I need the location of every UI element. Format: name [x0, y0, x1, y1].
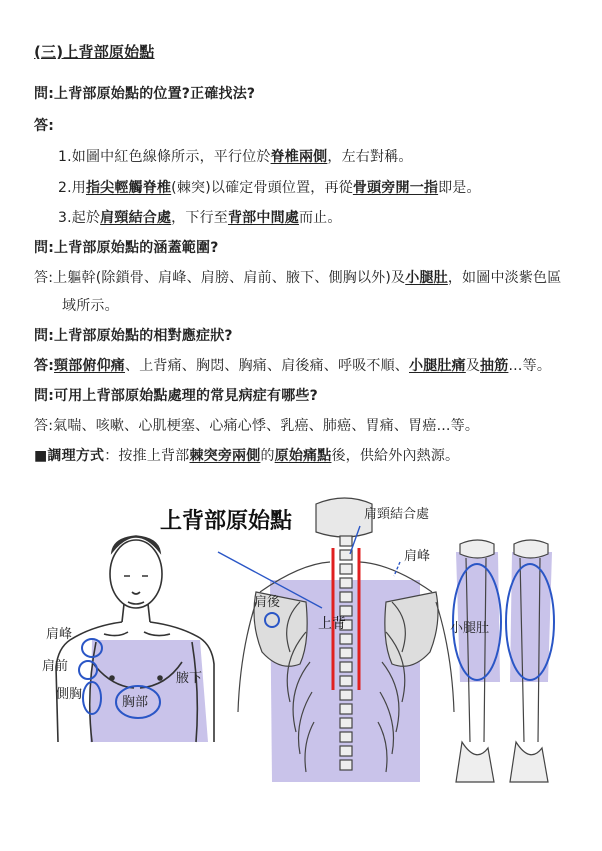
answer-1-item-3	[58, 208, 342, 228]
label-armpit: 腋下	[176, 671, 203, 686]
anatomy-figure	[0, 492, 602, 822]
method-label: ■調理方式	[34, 448, 105, 464]
text-part: …等。	[508, 358, 552, 374]
text-emphasis: 小腿肚痛	[409, 358, 466, 374]
answer-2-line-1	[34, 268, 561, 288]
text-part: 答:上軀幹(除鎖骨、肩峰、肩膀、肩前、腋下、側胸以外)及	[34, 270, 406, 286]
answer-2-line-2: 域所示。	[62, 298, 119, 314]
text-part: 起於	[71, 210, 101, 226]
item-number: 1.	[58, 149, 72, 165]
method-line	[34, 446, 459, 466]
text-part: (棘突)以確定骨頭位置，再從	[171, 180, 353, 196]
front-torso-illustration	[56, 536, 214, 742]
text-emphasis: 頸部俯仰痛	[54, 358, 125, 374]
text-part: ，如圖中淡紫色區	[447, 270, 562, 286]
text-part: 後，供給外內熱源。	[331, 448, 460, 464]
calf-purple-right	[510, 552, 552, 682]
leader-acromion	[394, 562, 400, 576]
label-front-acromion: 肩峰	[46, 627, 73, 642]
question-2: 問:上背部原始點的涵蓋範圍?	[34, 240, 219, 256]
text-emphasis: 抽筋	[480, 358, 509, 374]
legs-illustration	[456, 540, 552, 782]
back-skeleton-illustration	[238, 498, 454, 782]
text-part: ：按推上背部	[104, 448, 190, 464]
text-emphasis: 骨頭旁開一指	[352, 180, 439, 196]
figure-heading: 上背部原始點	[160, 509, 293, 534]
label-calf: 小腿肚	[450, 621, 490, 636]
label-chest: 胸部	[122, 695, 149, 710]
answer-1-label: 答:	[34, 118, 54, 134]
answer-1-item-1	[58, 147, 413, 167]
text-emphasis: 原始痛點	[274, 448, 332, 464]
text-part: 的	[260, 448, 275, 464]
question-3: 問:上背部原始點的相對應症狀?	[34, 328, 233, 344]
spine	[340, 536, 352, 770]
answer-4: 答:氣喘、咳嗽、心肌梗塞、心痛心悸、乳癌、肺癌、胃痛、胃癌…等。	[34, 418, 480, 434]
text-part: 及	[465, 358, 481, 374]
text-part: ，下行至	[171, 210, 228, 226]
question-1: 問:上背部原始點的位置?正確找法?	[34, 86, 256, 102]
text-emphasis: 小腿肚	[405, 270, 448, 286]
text-emphasis: 脊椎兩側	[270, 149, 328, 165]
label-shoulder-neck: 肩頸結合處	[364, 507, 430, 522]
item-number: 2.	[58, 180, 72, 196]
text-emphasis: 背部中間處	[227, 210, 299, 226]
answer-label: 答:	[34, 358, 54, 374]
section-title: (三)上背部原始點	[34, 43, 155, 61]
label-shoulder-back: 肩後	[254, 595, 281, 610]
text-emphasis: 肩頸結合處	[100, 210, 172, 226]
text-part: 、上背痛、胸悶、胸痛、肩後痛、呼吸不順、	[125, 358, 409, 374]
item-number: 3.	[58, 210, 72, 226]
text-part: 用	[71, 180, 86, 196]
text-part: 即是。	[438, 180, 481, 196]
front-purple-area	[90, 640, 208, 742]
text-part: 而止。	[298, 210, 342, 226]
text-emphasis: 指尖輕觸脊椎	[85, 180, 172, 196]
label-acromion: 肩峰	[404, 549, 431, 564]
answer-3	[34, 356, 551, 376]
answer-1-item-2	[58, 178, 481, 198]
label-front-shoulder: 肩前	[42, 659, 69, 674]
text-emphasis: 棘突旁兩側	[189, 448, 261, 464]
label-side-chest: 側胸	[56, 687, 83, 702]
question-4: 問:可用上背部原始點處理的常見病症有哪些?	[34, 388, 318, 404]
label-upper-back: 上背	[318, 616, 346, 632]
text-part: ，左右對稱。	[327, 149, 413, 165]
text-part: 如圖中紅色線條所示，平行位於	[71, 149, 271, 165]
